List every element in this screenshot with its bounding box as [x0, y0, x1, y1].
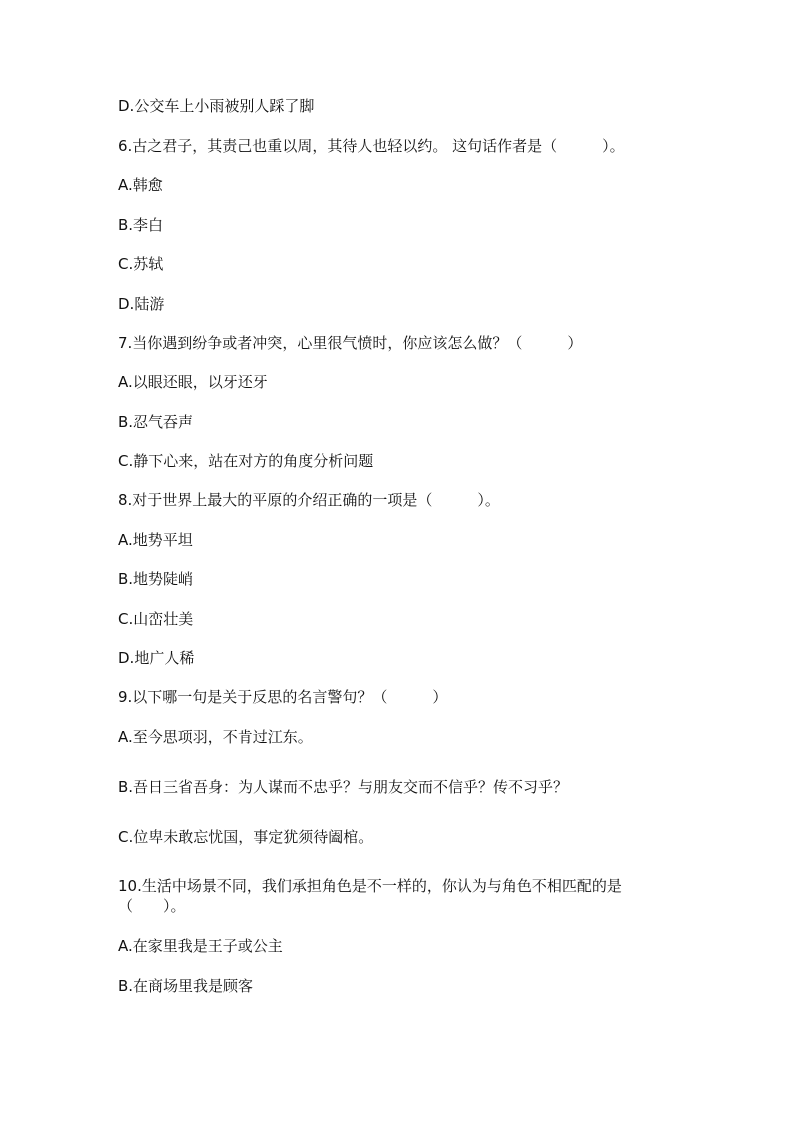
option-text: A.以眼还眼，以牙还牙	[118, 373, 268, 391]
option-text: B.地势陡峭	[118, 570, 194, 588]
question-8: 8.对于世界上最大的平原的介绍正确的一项是（ ）。	[118, 491, 500, 509]
question-9: 9.以下哪一句是关于反思的名言警句？（ ）	[118, 688, 448, 706]
question-6: 6.古之君子，其责己也重以周，其待人也轻以约。 这句话作者是（ ）。	[118, 137, 625, 155]
option-text: B.忍气吞声	[118, 413, 194, 431]
question-10: 10.生活中场景不同，我们承担角色是不一样的，你认为与角色不相匹配的是（ ）。	[118, 877, 622, 915]
option-text: D.地广人稀	[118, 649, 195, 667]
option-text: A.地势平坦	[118, 531, 193, 549]
option-text: A.至今思项羽，不肯过江东。	[118, 728, 313, 746]
option-text: B.李白	[118, 216, 164, 234]
question-7: 7.当你遇到纷争或者冲突，心里很气愤时，你应该怎么做？（ ）	[118, 334, 583, 352]
option-text: C.山峦壮美	[118, 610, 194, 628]
option-text: D.陆游	[118, 295, 165, 313]
option-text: A.在家里我是王子或公主	[118, 937, 283, 955]
option-text: C.静下心来，站在对方的角度分析问题	[118, 452, 374, 470]
option-text: D.公交车上小雨被别人踩了脚	[118, 97, 315, 115]
option-text: B.吾日三省吾身：为人谋而不忠乎？与朋友交而不信乎？传不习乎？	[118, 778, 569, 796]
option-text: A.韩愈	[118, 176, 163, 194]
option-text: C.位卑未敢忘忧国，事定犹须待阖棺。	[118, 828, 374, 846]
option-text: C.苏轼	[118, 255, 164, 273]
option-text: B.在商场里我是顾客	[118, 977, 254, 995]
